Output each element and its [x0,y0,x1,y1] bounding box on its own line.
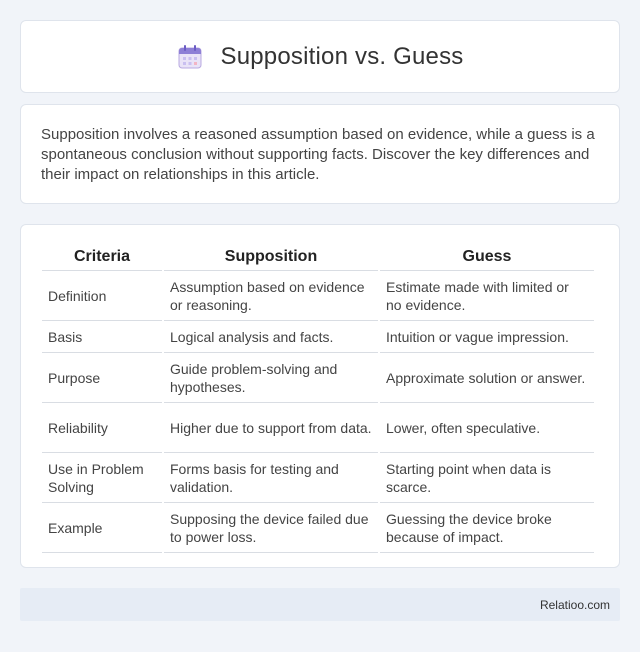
column-header-criteria: Criteria [42,245,162,271]
cell-supposition: Logical analysis and facts. [164,321,378,353]
table-row [42,271,594,321]
header-card [20,20,620,93]
table-row [42,353,594,403]
table-row [42,321,594,353]
cell-guess: Starting point when data is scarce. [380,453,594,503]
cell-guess: Guessing the device broke because of impact. [380,503,594,553]
cell-guess: Estimate made with limited or no evidence. [380,271,594,321]
comparison-table [40,245,596,553]
intro-card [20,104,620,204]
cell-criteria: Example [42,503,162,553]
calendar-icon [177,44,203,70]
page-title: Supposition vs. Guess [220,42,464,70]
table-header-row [42,245,594,271]
cell-criteria: Basis [42,321,162,353]
footer-brand[interactable]: Relatioo.com [539,597,610,612]
title-wrap [177,43,464,71]
cell-supposition: Assumption based on evidence or reasoning. [164,271,378,321]
table-row [42,453,594,503]
cell-guess: Lower, often speculative. [380,403,594,453]
cell-criteria: Use in Problem Solving [42,453,162,503]
comparison-table-card [20,224,620,568]
cell-guess: Approximate solution or answer. [380,353,594,403]
cell-criteria: Reliability [42,403,162,453]
table-row [42,503,594,553]
column-header-guess: Guess [380,245,594,271]
footer [20,588,620,621]
table-row [42,403,594,453]
cell-supposition: Forms basis for testing and validation. [164,453,378,503]
cell-criteria: Purpose [42,353,162,403]
cell-supposition: Higher due to support from data. [164,403,378,453]
column-header-supposition: Supposition [164,245,378,271]
cell-supposition: Guide problem-solving and hypotheses. [164,353,378,403]
cell-criteria: Definition [42,271,162,321]
intro-text: Supposition involves a reasoned assumption based on evidence, while a guess is a spontaneous conclusion without supporting facts. Discover the key differences and their impact on relationships in this article. [41,126,595,183]
cell-guess: Intuition or vague impression. [380,321,594,353]
cell-supposition: Supposing the device failed due to power loss. [164,503,378,553]
